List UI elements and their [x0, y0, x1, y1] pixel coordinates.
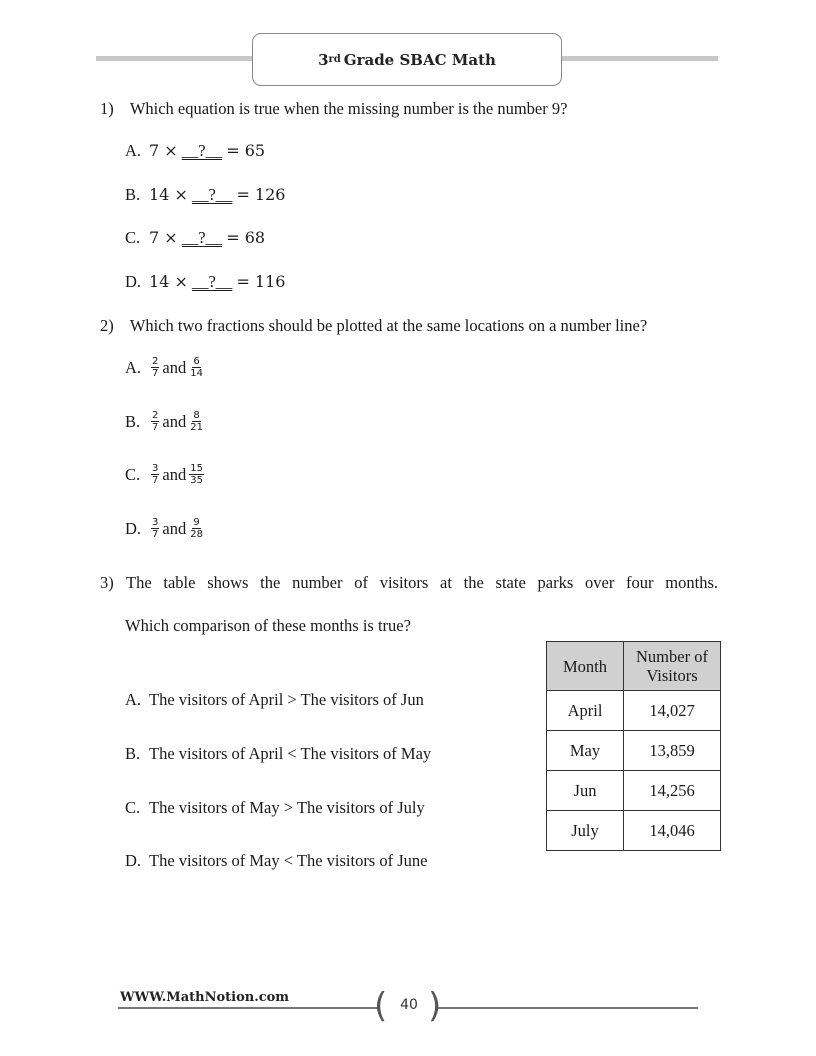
cell-visitors: 14,027 [624, 691, 721, 731]
table-row [547, 691, 721, 731]
question-text: Which equation is true when the missing number is the number 9? [129, 99, 568, 118]
title-prefix: 3 [318, 50, 329, 69]
denominator: 7 [152, 529, 159, 540]
footer-rule-left [118, 1007, 380, 1009]
denominator: 21 [190, 422, 203, 433]
option-letter: B. [125, 744, 141, 763]
question-number: 3) [100, 573, 114, 592]
fraction-1 [151, 410, 159, 433]
title-rest: Grade SBAC Math [343, 50, 496, 69]
question-text: Which two fractions should be plotted at the same locations on a number line? [129, 316, 648, 335]
option-letter: A. [125, 141, 142, 160]
option-letter: D. [125, 851, 142, 870]
question-1 [100, 99, 567, 119]
option-letter: C. [125, 798, 141, 817]
q3-option-a[interactable] [125, 690, 424, 710]
fraction-2 [189, 356, 204, 379]
right-brace-icon: ) [428, 986, 442, 1026]
table-row [547, 731, 721, 771]
table-header-row [547, 642, 721, 691]
option-text: The visitors of May > The visitors of July [149, 798, 425, 817]
option-text: The visitors of May < The visitors of June [149, 851, 428, 870]
question-3-subtext: Which comparison of these months is true? [125, 616, 411, 635]
option-left: 14 × [149, 272, 188, 291]
conjunction: and [162, 357, 187, 377]
conjunction: and [162, 518, 187, 538]
fraction-1 [151, 517, 159, 540]
header-month: Month [547, 642, 624, 691]
option-letter: D. [125, 518, 142, 538]
option-right: = 126 [236, 185, 286, 204]
q2-option-b[interactable] [125, 410, 206, 433]
fraction-2 [189, 517, 204, 540]
option-blank: __?__ [181, 141, 223, 160]
numerator: 3 [152, 517, 159, 528]
numerator: 9 [193, 517, 200, 528]
q1-option-a[interactable] [125, 141, 265, 161]
option-letter: A. [125, 690, 142, 709]
option-blank: __?__ [181, 228, 223, 247]
denominator: 7 [152, 475, 159, 486]
page-number: 40 [400, 997, 418, 1013]
cell-month: July [547, 811, 624, 851]
denominator: 7 [152, 368, 159, 379]
table-row [547, 811, 721, 851]
q1-option-b[interactable] [125, 185, 285, 205]
q3-option-b[interactable] [125, 744, 431, 764]
question-3 [100, 573, 718, 593]
question-number: 1) [100, 99, 114, 118]
option-letter: B. [125, 185, 141, 204]
option-blank: __?__ [191, 272, 233, 291]
fraction-2 [189, 463, 204, 486]
denominator: 35 [190, 475, 203, 486]
option-letter: C. [125, 464, 141, 484]
q2-option-c[interactable] [125, 463, 206, 486]
fraction-1 [151, 463, 159, 486]
denominator: 14 [190, 368, 203, 379]
numerator: 3 [152, 463, 159, 474]
q2-option-d[interactable] [125, 517, 206, 540]
numerator: 8 [193, 410, 200, 421]
numerator: 2 [152, 410, 159, 421]
cell-month: Jun [547, 771, 624, 811]
cell-month: April [547, 691, 624, 731]
cell-visitors: 13,859 [624, 731, 721, 771]
table-row [547, 771, 721, 811]
fraction-1 [151, 356, 159, 379]
header-rule-right [562, 56, 718, 61]
q3-option-d[interactable] [125, 851, 427, 871]
left-brace-icon: ( [374, 986, 388, 1026]
question-text: The table shows the number of visitors at the state parks over four months. [126, 573, 718, 592]
numerator: 15 [190, 463, 203, 474]
title-superscript: rd [328, 54, 341, 65]
footer-website: WWW.MathNotion.com [120, 990, 290, 1005]
option-letter: D. [125, 272, 142, 291]
option-right: = 68 [226, 228, 266, 247]
q3-option-c[interactable] [125, 798, 425, 818]
visitors-table [546, 641, 721, 851]
conjunction: and [162, 464, 187, 484]
cell-visitors: 14,046 [624, 811, 721, 851]
q1-option-c[interactable] [125, 228, 265, 248]
header-rule-left [96, 56, 252, 61]
footer-rule-right [438, 1007, 698, 1009]
denominator: 28 [190, 529, 203, 540]
numerator: 2 [152, 356, 159, 367]
option-blank: __?__ [191, 185, 233, 204]
option-right: = 65 [226, 141, 266, 160]
denominator: 7 [152, 422, 159, 433]
page-title [252, 33, 562, 86]
cell-month: May [547, 731, 624, 771]
q2-option-a[interactable] [125, 356, 206, 379]
question-number: 2) [100, 316, 114, 335]
option-letter: C. [125, 228, 141, 247]
option-right: = 116 [236, 272, 286, 291]
option-left: 7 × [149, 141, 178, 160]
fraction-2 [189, 410, 204, 433]
option-letter: B. [125, 411, 141, 431]
cell-visitors: 14,256 [624, 771, 721, 811]
option-text: The visitors of April < The visitors of May [149, 744, 432, 763]
option-left: 14 × [149, 185, 188, 204]
option-left: 7 × [149, 228, 178, 247]
option-text: The visitors of April > The visitors of Jun [149, 690, 424, 709]
conjunction: and [162, 411, 187, 431]
numerator: 6 [193, 356, 200, 367]
header-visitors: Number of Visitors [624, 642, 721, 691]
question-2 [100, 316, 647, 336]
option-letter: A. [125, 357, 142, 377]
q1-option-d[interactable] [125, 272, 285, 292]
